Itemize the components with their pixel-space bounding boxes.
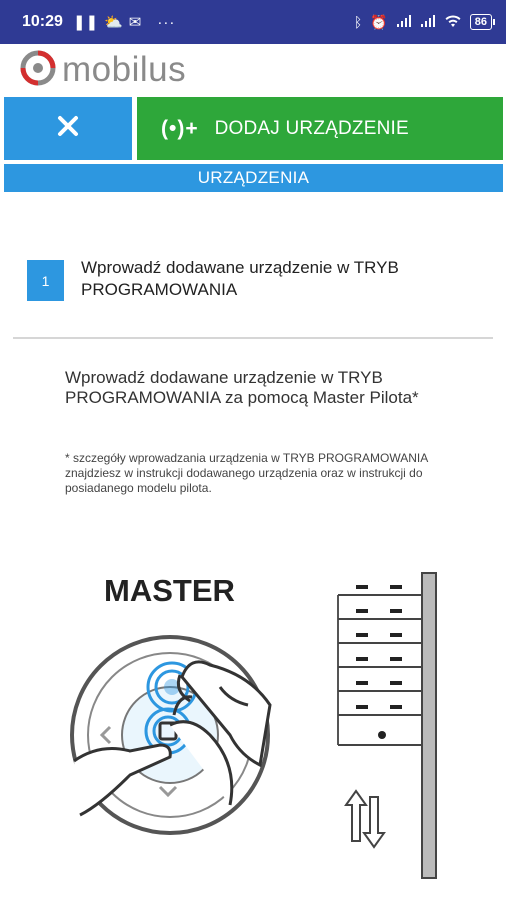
bluetooth-icon: ᛒ (353, 14, 363, 30)
battery-icon: 86 (470, 14, 492, 30)
instruction-text: Wprowadź dodawane urządzenie w TRYB PROGRAMOWANIA za pomocą Master Pilota* (65, 368, 419, 407)
add-device-label: DODAJ URZĄDZENIE (214, 117, 409, 139)
close-button[interactable] (4, 97, 132, 160)
divider (13, 337, 493, 339)
radio-signal-icon: (•)+ (161, 116, 199, 140)
step-title: Wprowadź dodawane urządzenie w TRYB PROGRAMOWANIA (81, 258, 399, 299)
alarm-icon: ⏰ (370, 13, 388, 30)
step-number-badge: 1 (27, 260, 64, 301)
footnote-text: * szczegóły wprowadzania urządzenia w TRYB PROGRAMOWANIA znajdziesz w instrukcji dodawanego urządzenia oraz w instrukcji do posiadanego modelu pilota. (65, 451, 428, 495)
pause-icon: ❚❚ (72, 14, 99, 31)
signal-icon (420, 14, 436, 31)
status-left-icons (73, 13, 175, 31)
close-icon (56, 114, 80, 143)
status-right-icons (354, 14, 492, 31)
status-bar (0, 0, 506, 44)
mobilus-logo-icon (20, 50, 56, 91)
logo-bar (0, 44, 506, 96)
weather-icon: ⛅ (104, 14, 123, 31)
up-down-arrows-icon (346, 791, 384, 847)
illustration (60, 565, 450, 885)
signal-icon (396, 14, 412, 31)
mail-icon: ✉ (128, 14, 142, 31)
add-device-button[interactable] (137, 97, 503, 160)
section-header: URZĄDZENIA (4, 164, 503, 192)
more-dots-icon: ··· (157, 13, 176, 31)
roller-shutter-icon (338, 573, 436, 878)
step-row (27, 257, 487, 301)
status-time: 10:29 (22, 13, 63, 30)
wifi-icon (444, 14, 462, 31)
logo-text: mobilus (62, 50, 187, 89)
master-label: MASTER (104, 573, 235, 608)
master-remote-icon (72, 637, 270, 833)
